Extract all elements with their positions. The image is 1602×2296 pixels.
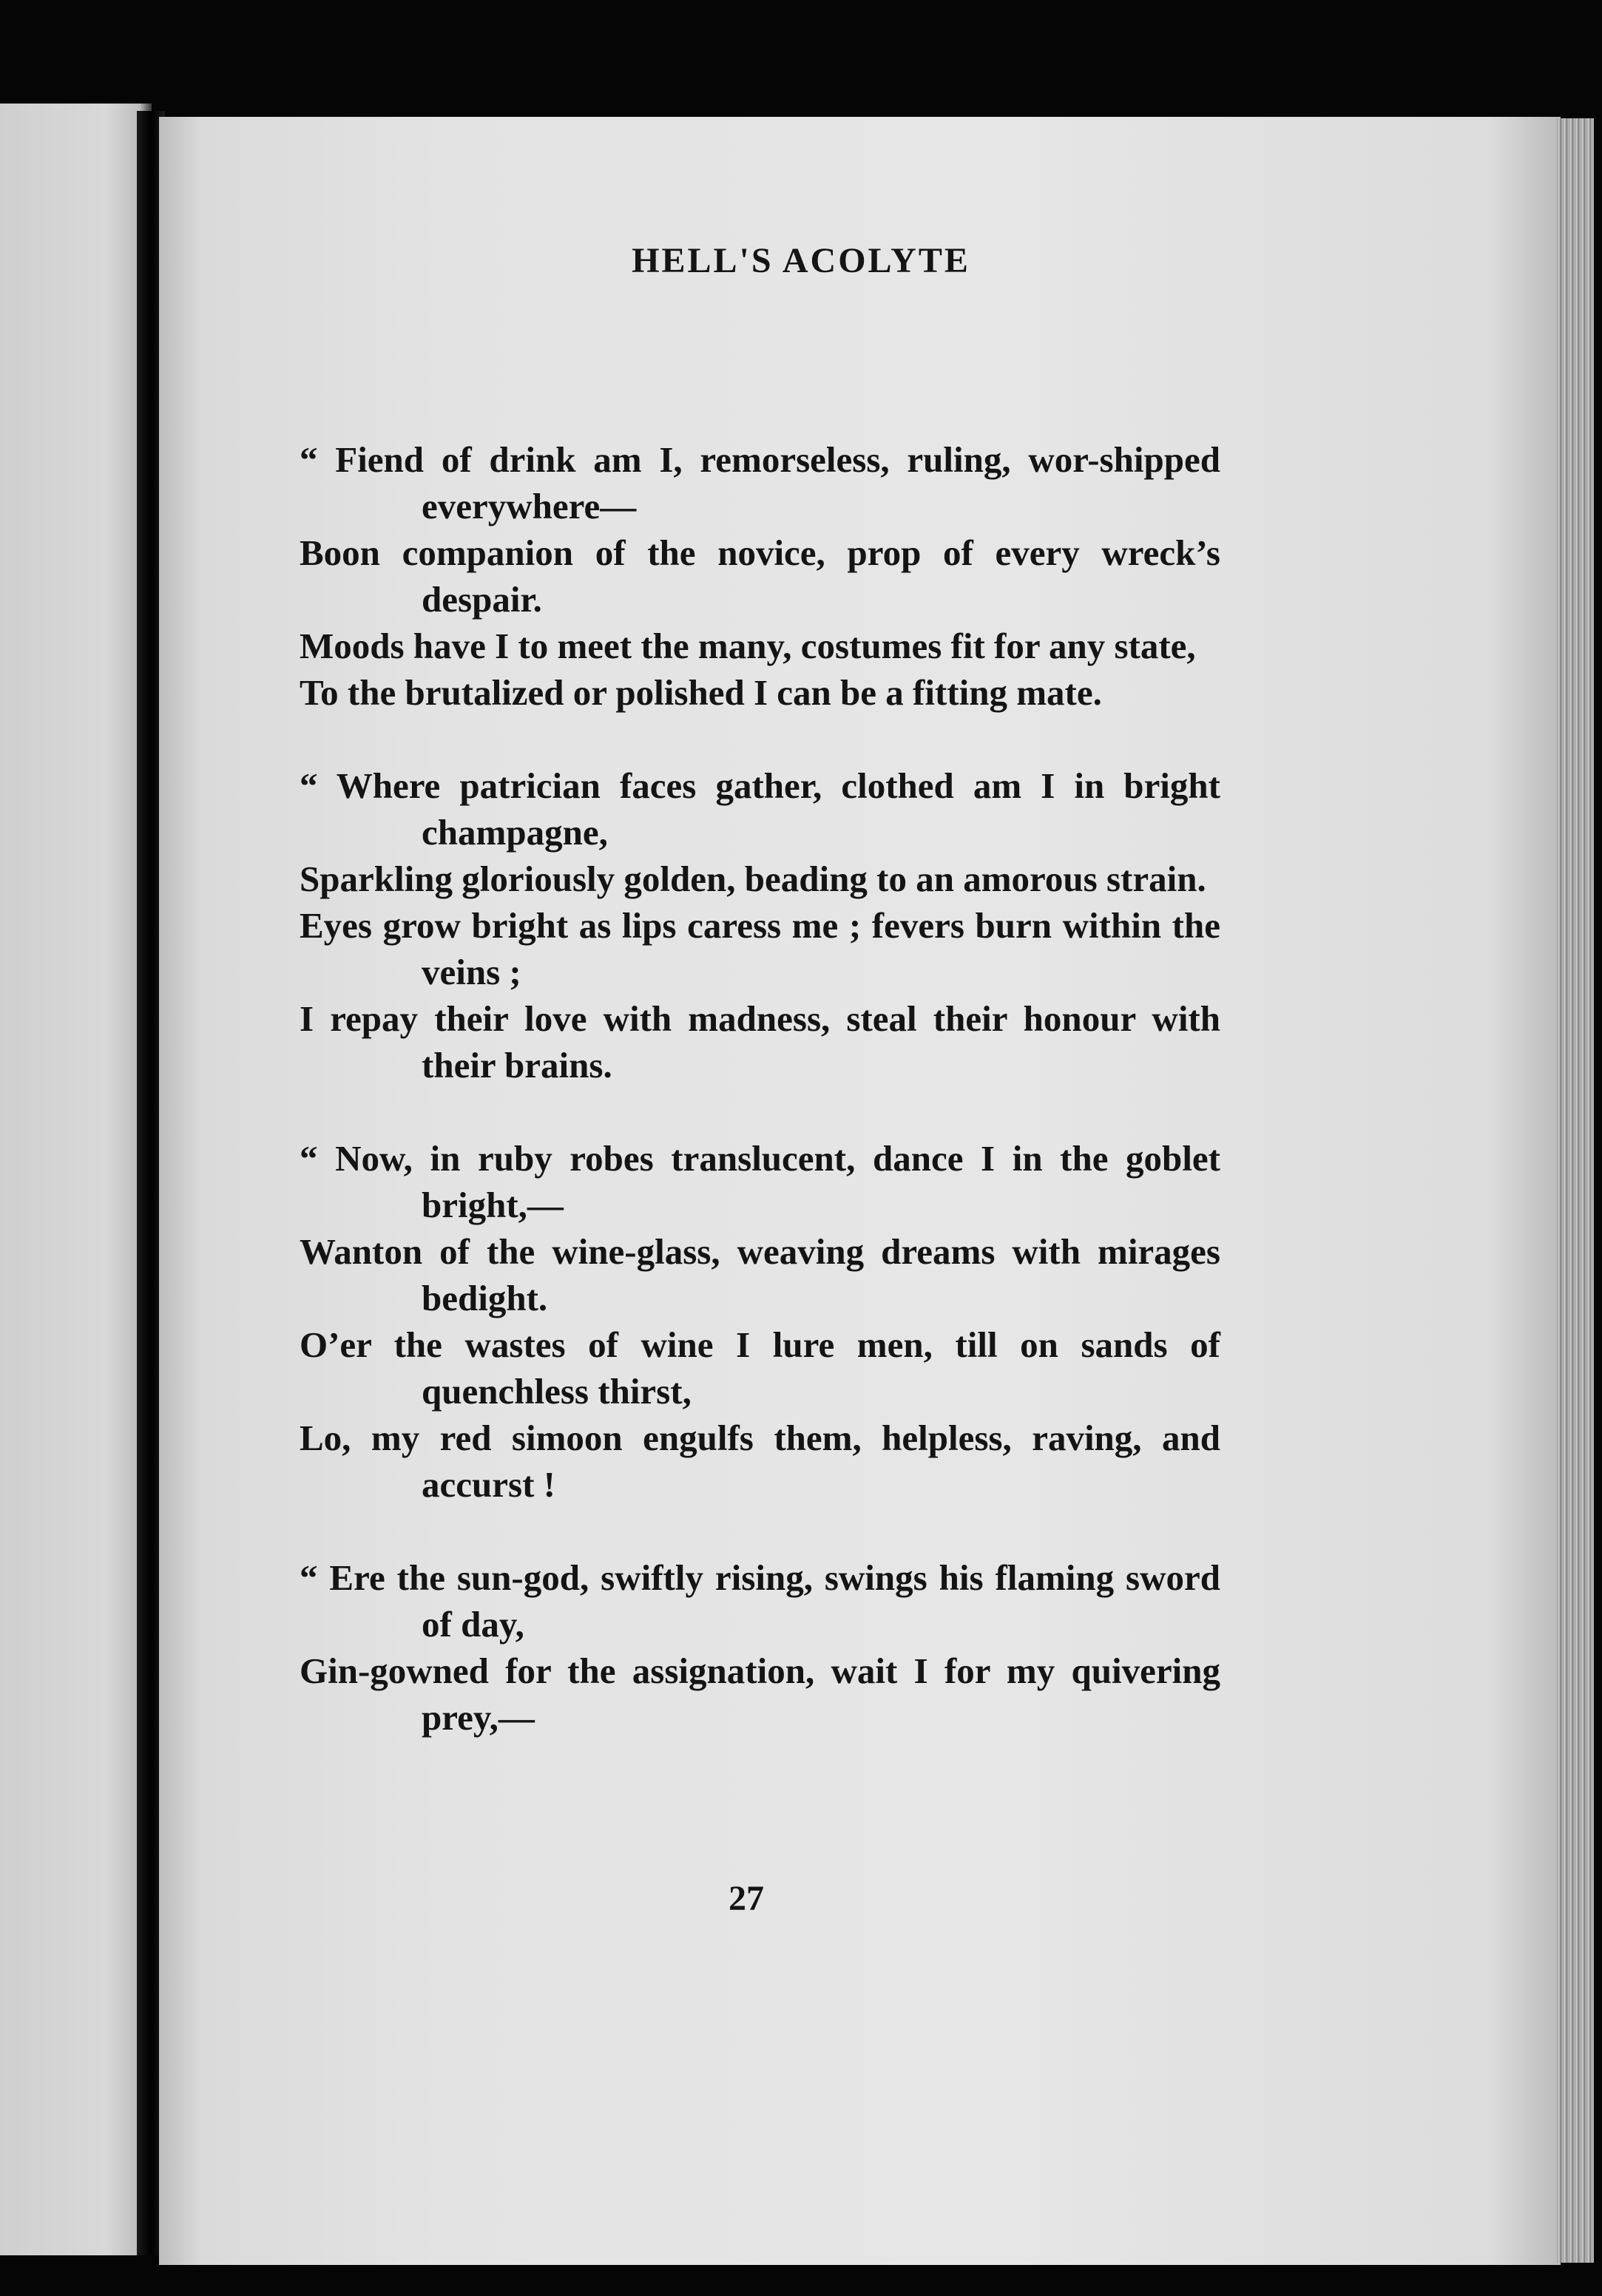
poem-line: Wanton of the wine-glass, weaving dreams with mirages bedight.	[300, 1231, 1220, 1318]
poem-line: Gin-gowned for the assignation, wait I for my quivering prey,—	[300, 1650, 1220, 1738]
poem-line: “ Now, in ruby robes translucent, dance I in the goblet bright,—	[300, 1138, 1220, 1225]
poem-body	[300, 436, 1220, 1787]
stanza-2	[300, 762, 1220, 1088]
page-stack-edge	[1557, 118, 1594, 2263]
poem-line: Boon companion of the novice, prop of every wreck’s despair.	[300, 532, 1220, 620]
poem-line: Eyes grow bright as lips caress me ; fevers burn within the veins ;	[300, 905, 1220, 992]
poem-line: “ Where patrician faces gather, clothed am I in bright champagne,	[300, 765, 1220, 853]
poem-line: Moods have I to meet the many, costumes fit for any state,	[300, 626, 1196, 666]
facing-page-edge	[0, 104, 152, 2255]
poem-line: I repay their love with madness, steal their honour with their brains.	[300, 998, 1220, 1086]
poem-line: Sparkling gloriously golden, beading to an amorous strain.	[300, 859, 1206, 899]
poem-line: To the brutalized or polished I can be a fitting mate.	[300, 672, 1102, 713]
page-number: 27	[729, 1879, 764, 1918]
poem-line: O’er the wastes of wine I lure men, till on sands of quenchless thirst,	[300, 1324, 1220, 1412]
stanza-3	[300, 1135, 1220, 1508]
stanza-4	[300, 1554, 1220, 1741]
poem-line: “ Ere the sun-god, swiftly rising, swings his flaming sword of day,	[300, 1557, 1220, 1645]
running-head: HELL'S ACOLYTE	[632, 241, 970, 280]
poem-line: “ Fiend of drink am I, remorseless, ruling, wor-shipped everywhere—	[300, 439, 1220, 526]
stanza-1	[300, 436, 1220, 716]
poem-line: Lo, my red simoon engulfs them, helpless, raving, and accurst !	[300, 1418, 1220, 1505]
